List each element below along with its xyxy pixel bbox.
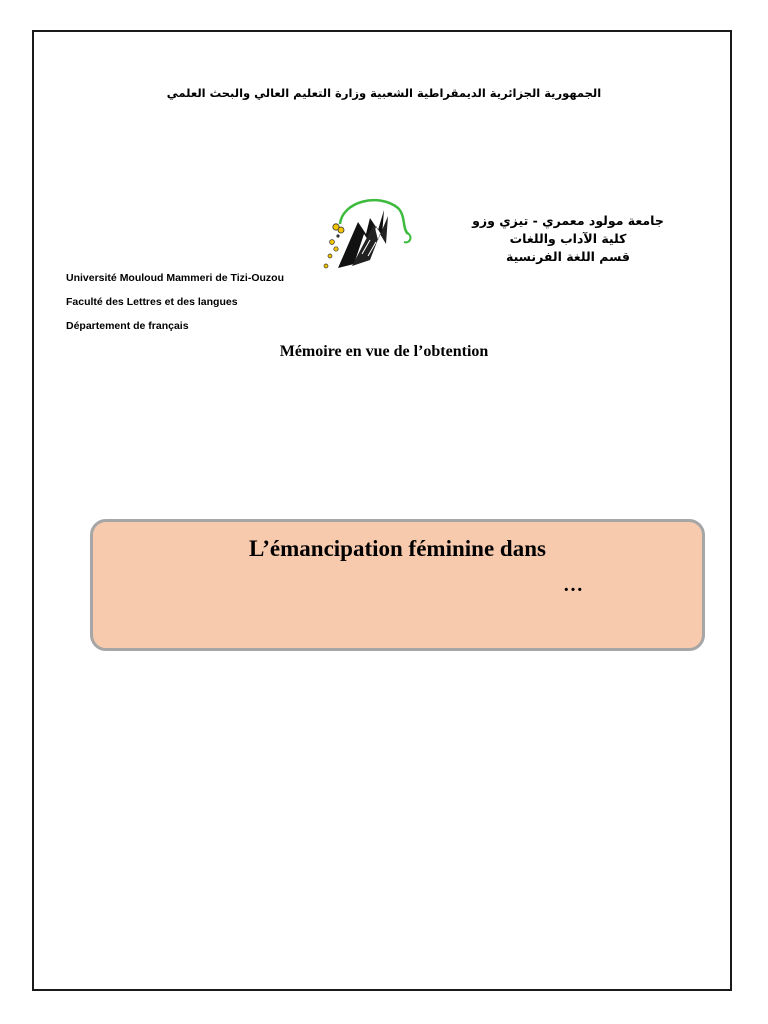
thesis-title-ellipsis: … — [563, 574, 583, 596]
thesis-title-box — [90, 519, 705, 651]
french-department-name: Département de français — [66, 320, 189, 332]
french-faculty-name: Faculté des Lettres et des langues — [66, 296, 238, 308]
french-institution-block — [66, 271, 284, 343]
french-university-name: Université Mouloud Mammeri de Tizi-Ouzou — [66, 272, 284, 284]
page-frame — [32, 30, 732, 991]
thesis-title: L’émancipation féminine dans — [249, 536, 546, 561]
university-logo-icon — [318, 194, 418, 270]
arabic-faculty-name: كلية الآداب واللغات — [509, 231, 627, 246]
arabic-ministry-header: الجمهورية الجزائرية الديمقراطية الشعبية وزارة التعليم العالي والبحث العلمي — [166, 86, 602, 100]
memoire-label: Mémoire en vue de l’obtention — [279, 343, 489, 360]
arabic-department-name: قسم اللغة الفرنسية — [506, 249, 630, 264]
arabic-institution-block — [438, 212, 698, 266]
arabic-university-name: جامعة مولود معمري - تيزي وزو — [472, 213, 664, 228]
